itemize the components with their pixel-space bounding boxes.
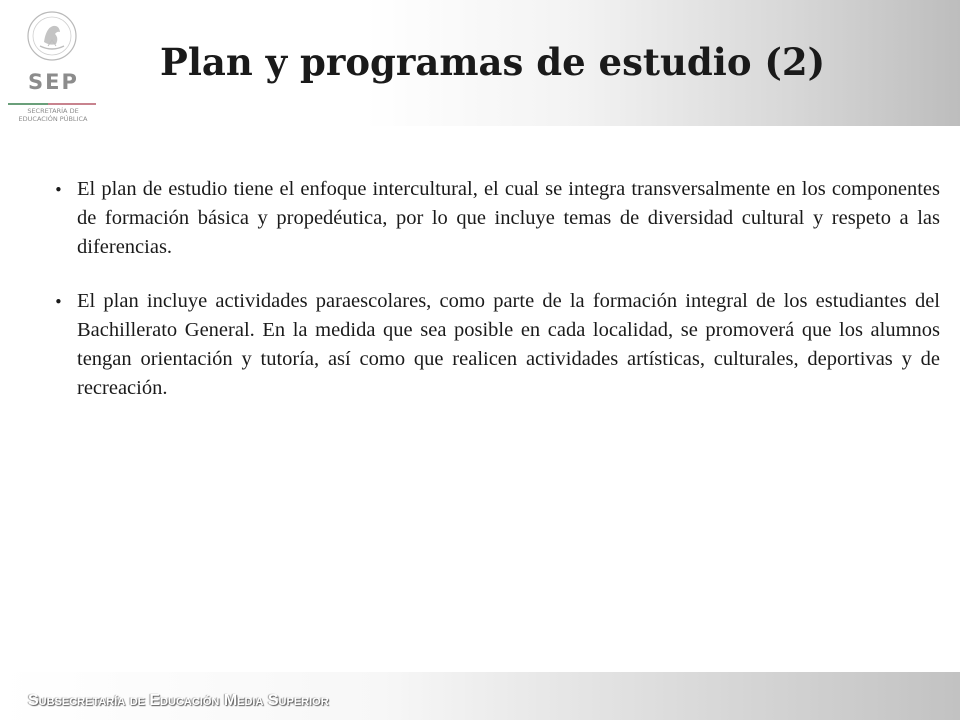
- logo-acronym: SEP: [28, 70, 79, 94]
- footer-text: Subsecretaría de Educación Media Superior: [28, 692, 329, 709]
- coat-of-arms-icon: [26, 10, 78, 62]
- bullet-icon: •: [54, 181, 63, 199]
- logo-subtitle: [8, 107, 98, 123]
- logo-subtitle-line-1: SECRETARÍA DE: [27, 107, 79, 115]
- logo-subtitle-line-2: EDUCACIÓN PÚBLICA: [18, 115, 88, 123]
- bullet-item: [52, 175, 940, 262]
- bullet-icon: •: [54, 293, 63, 311]
- slide-header: [0, 0, 960, 126]
- slide-footer: [0, 672, 960, 720]
- bullet-text: El plan de estudio tiene el enfoque intercultural, el cual se integra transversalmente en los componentes de formación básica y propedéutica, por lo que incluye temas de diversidad cultural y respeto a las diferencias.: [77, 178, 940, 258]
- bullet-item: [52, 287, 940, 403]
- slide-title: Plan y programas de estudio (2): [160, 40, 826, 84]
- logo-color-rule: [8, 103, 96, 105]
- sep-logo: [2, 6, 102, 124]
- slide-content: [52, 175, 940, 428]
- bullet-text: El plan incluye actividades paraescolares, como parte de la formación integral de los estudiantes del Bachillerato General. En la medida que sea posible en cada localidad, se promoverá que los alumnos tengan orientación y tutoría, así como que realicen actividades artísticas, culturales, deportivas y de recreación.: [77, 290, 940, 399]
